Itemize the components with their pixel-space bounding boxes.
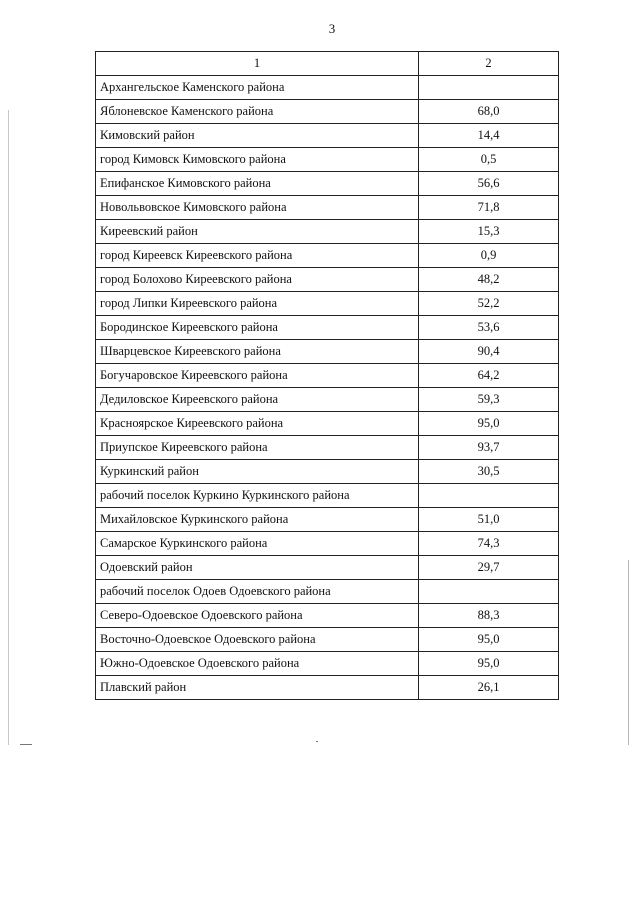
row-name-cell: Самарское Куркинского района — [96, 532, 419, 556]
row-name-cell: город Киреевск Киреевского района — [96, 244, 419, 268]
row-name-cell: Новольвовское Кимовского района — [96, 196, 419, 220]
table-row — [96, 76, 559, 100]
row-value-cell: 29,7 — [419, 556, 559, 580]
row-name-cell: Северо-Одоевское Одоевского района — [96, 604, 419, 628]
row-name-cell: Яблоневское Каменского района — [96, 100, 419, 124]
row-name-cell: город Липки Киреевского района — [96, 292, 419, 316]
table-row — [96, 436, 559, 460]
row-name-cell: Плавский район — [96, 676, 419, 700]
table-row — [96, 268, 559, 292]
scan-edge-line-right — [628, 560, 629, 745]
table-row — [96, 556, 559, 580]
row-value-cell: 52,2 — [419, 292, 559, 316]
table-row — [96, 532, 559, 556]
row-name-cell: Приупское Киреевского района — [96, 436, 419, 460]
row-name-cell: Кимовский район — [96, 124, 419, 148]
table-row — [96, 220, 559, 244]
row-name-cell: Богучаровское Киреевского района — [96, 364, 419, 388]
table-body — [96, 76, 559, 700]
row-value-cell: 0,9 — [419, 244, 559, 268]
row-name-cell: город Болохово Киреевского района — [96, 268, 419, 292]
row-name-cell: рабочий поселок Одоев Одоевского района — [96, 580, 419, 604]
row-value-cell: 64,2 — [419, 364, 559, 388]
row-value-cell: 95,0 — [419, 628, 559, 652]
row-name-cell: Шварцевское Киреевского района — [96, 340, 419, 364]
row-value-cell: 74,3 — [419, 532, 559, 556]
table-row — [96, 652, 559, 676]
row-name-cell: город Кимовск Кимовского района — [96, 148, 419, 172]
row-value-cell: 71,8 — [419, 196, 559, 220]
table-row — [96, 172, 559, 196]
row-name-cell: Дедиловское Киреевского района — [96, 388, 419, 412]
table-row — [96, 412, 559, 436]
table-row — [96, 244, 559, 268]
row-value-cell: 51,0 — [419, 508, 559, 532]
row-value-cell: 56,6 — [419, 172, 559, 196]
table-row — [96, 676, 559, 700]
data-table — [95, 51, 559, 700]
row-value-cell: 95,0 — [419, 652, 559, 676]
row-name-cell: Киреевский район — [96, 220, 419, 244]
row-value-cell: 68,0 — [419, 100, 559, 124]
row-name-cell: Южно-Одоевское Одоевского района — [96, 652, 419, 676]
table-row — [96, 364, 559, 388]
row-value-cell: 93,7 — [419, 436, 559, 460]
column-header-1: 1 — [96, 52, 419, 76]
row-name-cell: Епифанское Кимовского района — [96, 172, 419, 196]
table-row — [96, 604, 559, 628]
row-value-cell: 0,5 — [419, 148, 559, 172]
row-value-cell: 26,1 — [419, 676, 559, 700]
row-name-cell: Архангельское Каменского района — [96, 76, 419, 100]
table-row — [96, 148, 559, 172]
row-value-cell — [419, 580, 559, 604]
table-row — [96, 100, 559, 124]
table-row — [96, 484, 559, 508]
row-name-cell: Михайловское Куркинского района — [96, 508, 419, 532]
table-header-row — [96, 52, 559, 76]
row-value-cell: 88,3 — [419, 604, 559, 628]
row-name-cell: Восточно-Одоевское Одоевского района — [96, 628, 419, 652]
table-row — [96, 340, 559, 364]
row-name-cell: Куркинский район — [96, 460, 419, 484]
row-name-cell: Бородинское Киреевского района — [96, 316, 419, 340]
table-row — [96, 292, 559, 316]
row-value-cell: 30,5 — [419, 460, 559, 484]
row-value-cell: 14,4 — [419, 124, 559, 148]
row-value-cell: 59,3 — [419, 388, 559, 412]
table-row — [96, 388, 559, 412]
row-value-cell: 90,4 — [419, 340, 559, 364]
row-value-cell — [419, 484, 559, 508]
table-row — [96, 508, 559, 532]
table-row — [96, 196, 559, 220]
table-row — [96, 316, 559, 340]
row-value-cell: 95,0 — [419, 412, 559, 436]
table-row — [96, 124, 559, 148]
row-value-cell: 15,3 — [419, 220, 559, 244]
row-value-cell: 48,2 — [419, 268, 559, 292]
scan-speck — [316, 741, 318, 742]
table-row — [96, 628, 559, 652]
row-value-cell: 53,6 — [419, 316, 559, 340]
row-value-cell — [419, 76, 559, 100]
scan-edge-line-left — [8, 110, 9, 745]
column-header-2: 2 — [419, 52, 559, 76]
row-name-cell: рабочий поселок Куркино Куркинского района — [96, 484, 419, 508]
row-name-cell: Одоевский район — [96, 556, 419, 580]
table-row — [96, 580, 559, 604]
scan-speck — [20, 744, 32, 745]
table-row — [96, 460, 559, 484]
row-name-cell: Красноярское Киреевского района — [96, 412, 419, 436]
page-number: 3 — [328, 21, 336, 36]
